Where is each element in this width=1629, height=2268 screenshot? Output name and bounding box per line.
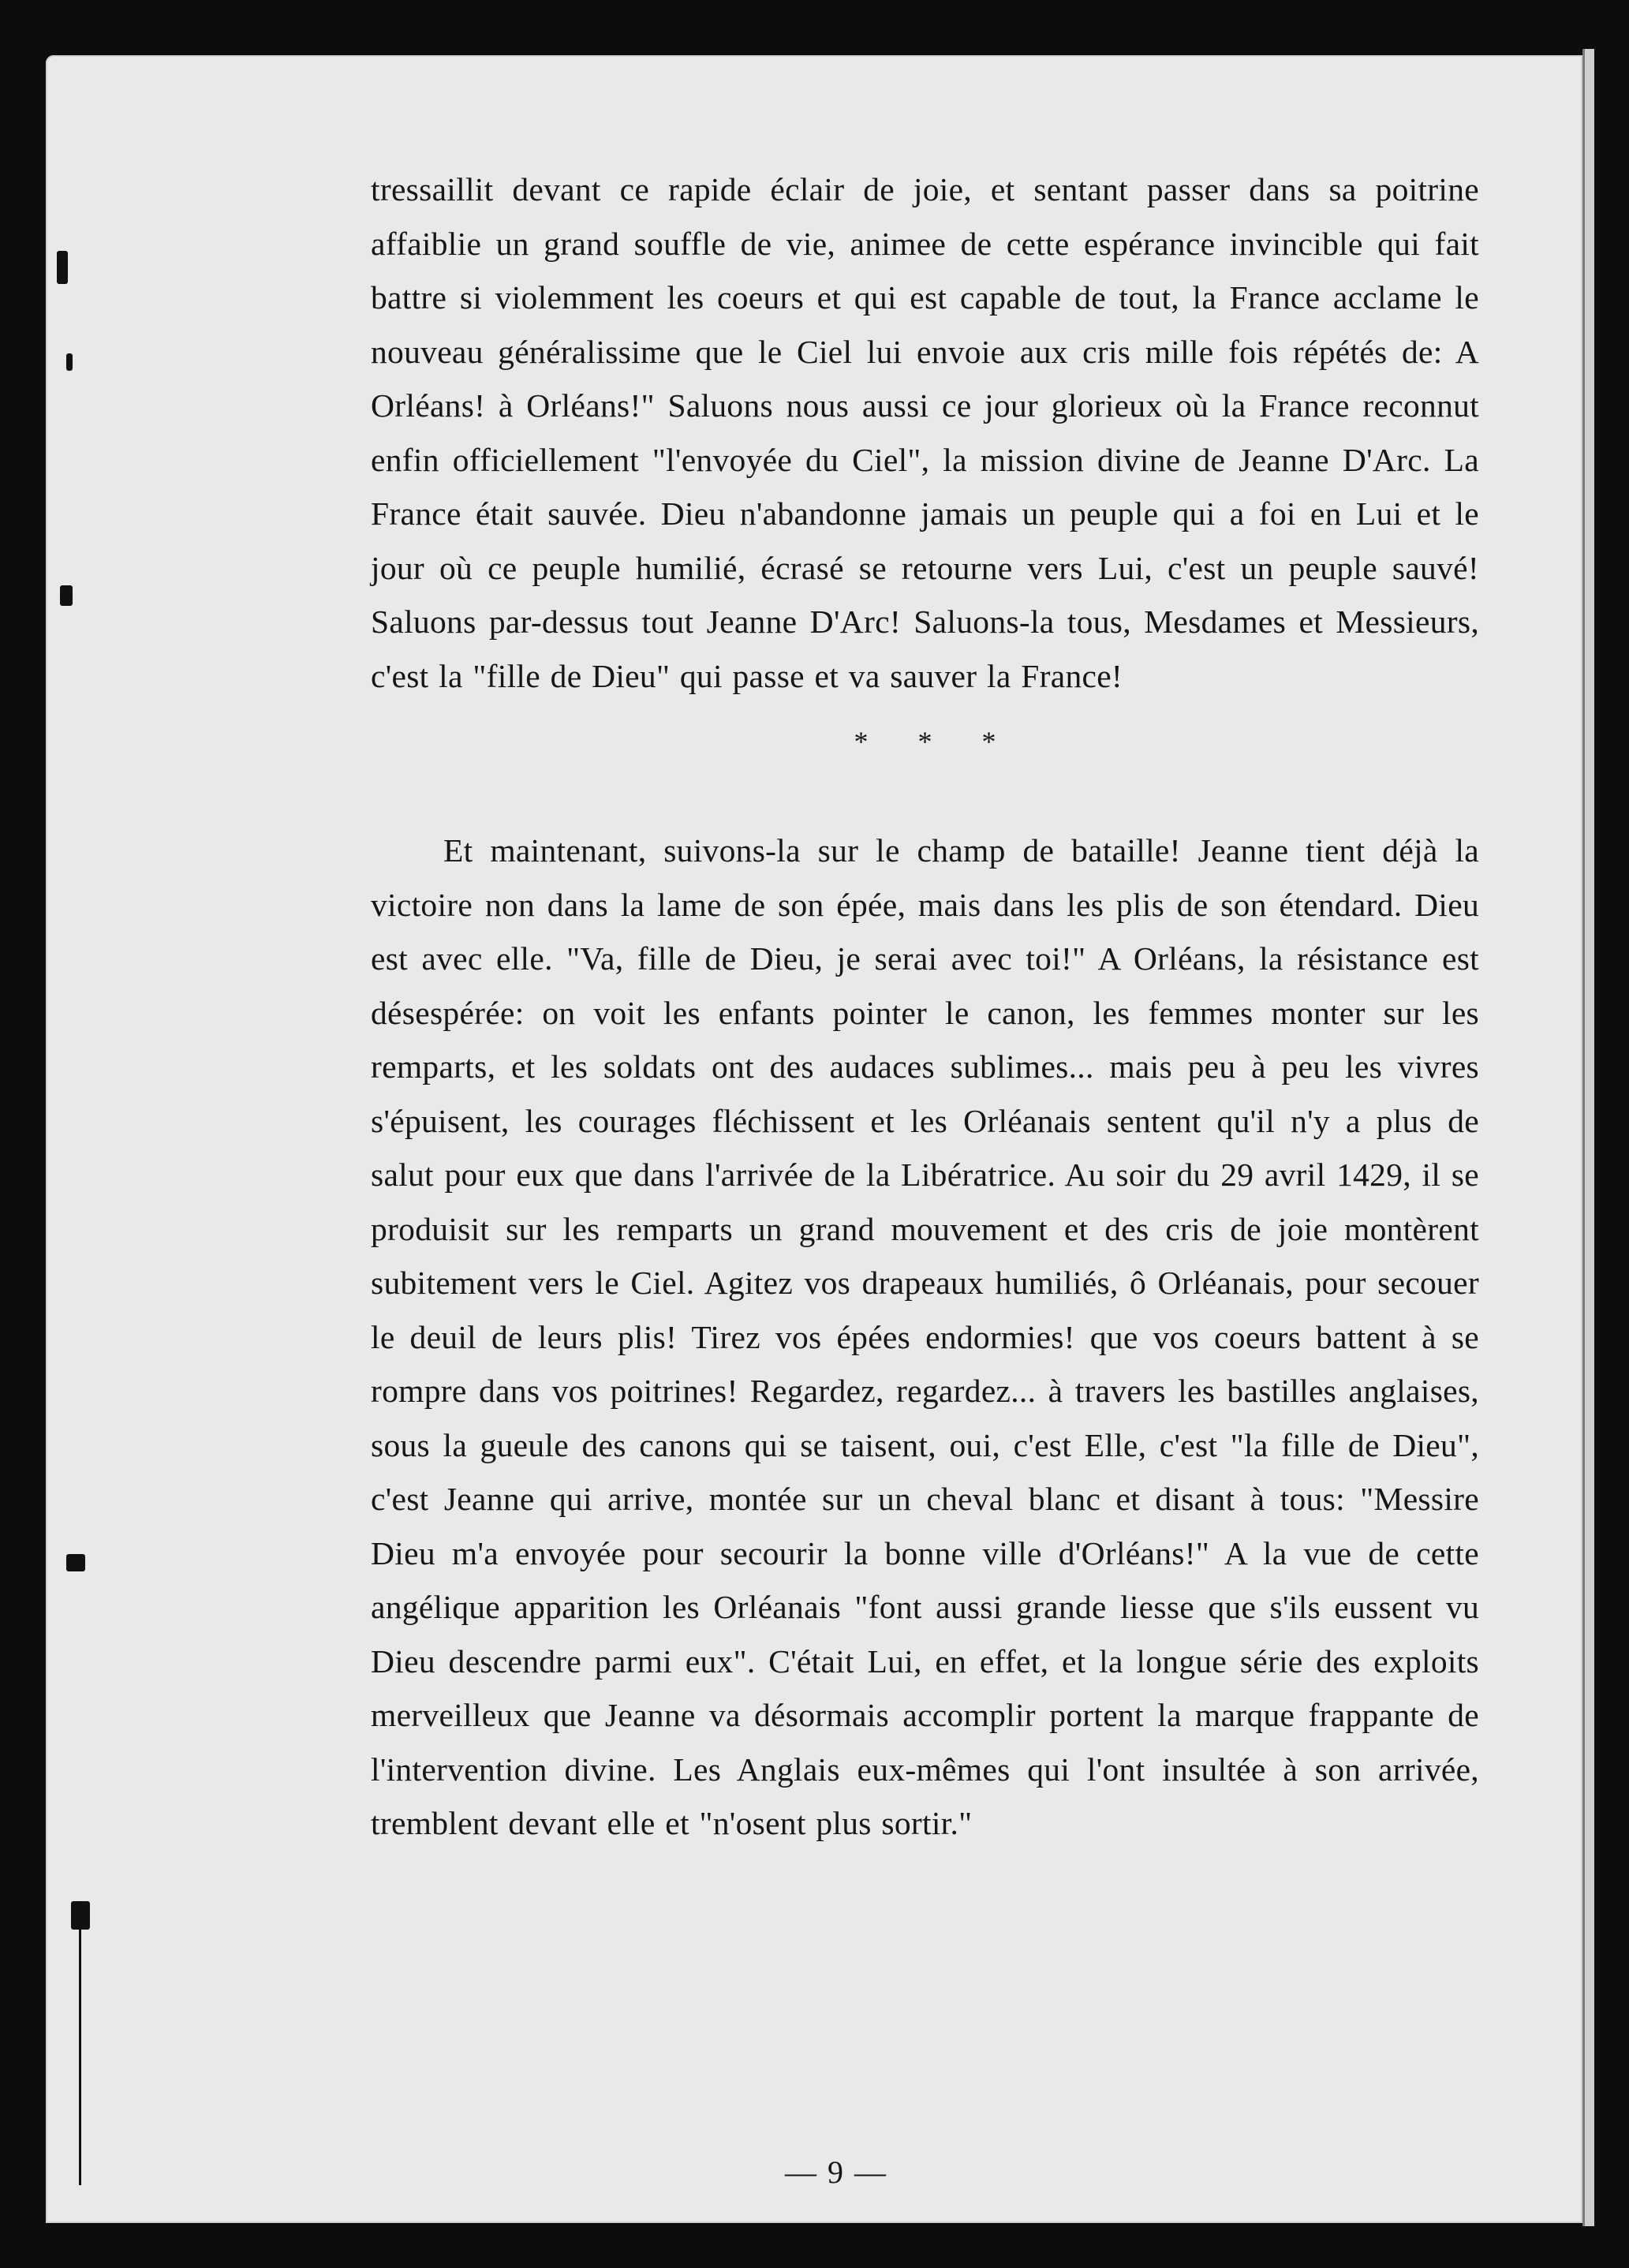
binding-mark <box>79 1925 81 2185</box>
paragraph: Et maintenant, suivons-la sur le champ de bataille! Jeanne tient déjà la victoire non dans la lame de son épée, mais dans les plis de son étendard. Dieu est avec elle. "Va, fille de Dieu, je serai avec toi!" A Orléans, la résistance est désespérée: on voit les enfants pointer le canon, les femmes monter sur les remparts, et les soldats ont des audaces sublimes... mais peu à peu les vivres s'épuisent, les courages fléchissent et les Orléanais sentent qu'il n'y a plus de salut pour eux que dans l'arrivée de la Libératrice. Au soir du 29 avril 1429, il se produisit sur les remparts un grand mouvement et des cris de joie montèrent subitement vers le Ciel. Agitez vos drapeaux humiliés, ô Orléanais, pour secouer le deuil de leurs plis! Tirez vos épées endormies! que vos coeurs battent à se rompre dans vos poitrines! Regardez, regardez... à travers les bastilles anglaises, sous la gueule des canons qui se taisent, oui, c'est Elle, c'est "la fille de Dieu", c'est Jeanne qui arrive, montée sur un cheval blanc et disant à tous: "Messire Dieu m'a envoyée pour secourir la bonne ville d'Orléans!" A la vue de cette angélique apparition les Orléanais "font aussi grande liesse que s'ils eussent vu Dieu descendre parmi eux". C'était Lui, en effet, et la longue série des exploits merveilleux que Jeanne va désormais accomplir portent la marque frappante de l'intervention divine. Les Anglais eux-mêmes qui l'ont insultée à son arrivée, tremblent devant elle et "n'osent plus sortir." <box>371 832 1479 1841</box>
binding-mark <box>66 353 73 371</box>
page-edge-strip <box>1582 49 1594 2226</box>
binding-mark <box>57 251 68 284</box>
binding-mark <box>66 1554 85 1571</box>
binding-mark <box>60 585 73 606</box>
section-separator: * * * <box>854 726 1017 757</box>
page-number: — 9 — <box>785 2154 887 2190</box>
document-body <box>371 163 1479 1851</box>
paragraph: tressaillit devant ce rapide éclair de joie, et sentant passer dans sa poitrine affaiblie un grand souffle de vie, animee de cette espérance invincible qui fait battre si violemment les coeurs et qui est capable de tout, la France acclame le nouveau généralissime que le Ciel lui envoie aux cris mille fois répétés de: A Orléans! à Orléans!" Saluons nous aussi ce jour glorieux où la France reconnut enfin officiellement "l'envoyée du Ciel", la mission divine de Jeanne D'Arc. La France était sauvée. Dieu n'abandonne jamais un peuple qui a foi en Lui et le jour où ce peuple humilié, écrasé se retourne vers Lui, c'est un peuple sauvé! Saluons par-dessus tout Jeanne D'Arc! Saluons-la tous, Mesdames et Messieurs, c'est la "fille de Dieu" qui passe et va sauver la France! <box>371 171 1479 694</box>
